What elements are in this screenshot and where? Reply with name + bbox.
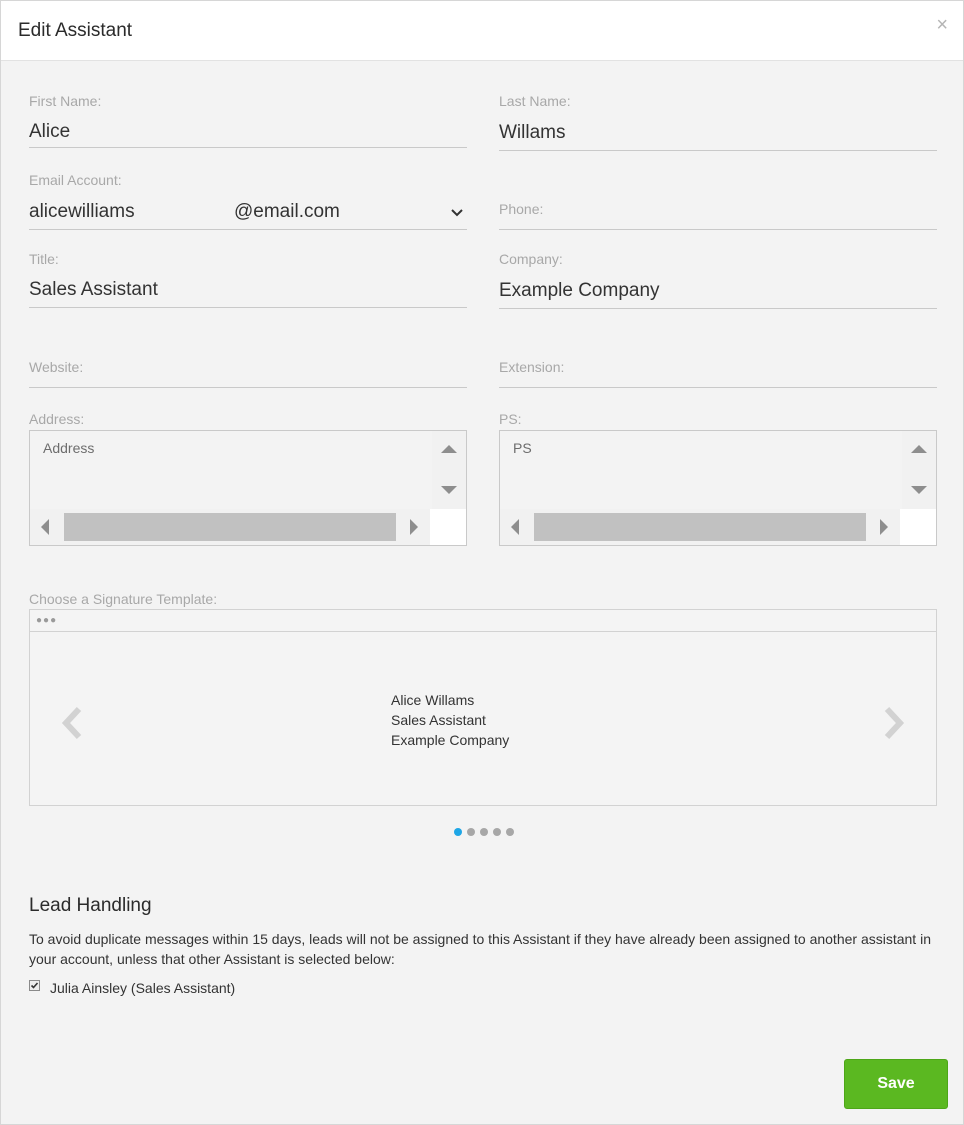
chevron-right-icon[interactable] [882, 706, 906, 740]
scroll-right-icon[interactable] [880, 519, 888, 535]
company-underline [499, 308, 937, 309]
company-input[interactable]: Example Company [499, 280, 660, 301]
scroll-down-icon[interactable] [911, 486, 927, 494]
scroll-up-icon[interactable] [441, 445, 457, 453]
ps-vertical-scrollbar[interactable] [902, 431, 936, 509]
last-name-field[interactable] [499, 93, 937, 151]
email-account-label: Email Account: [29, 172, 122, 188]
ps-textarea[interactable] [499, 430, 937, 546]
phone-label: Phone: [499, 201, 544, 217]
title-field[interactable] [29, 251, 467, 309]
pager-dot[interactable] [506, 828, 514, 836]
modal-header [1, 1, 963, 61]
ps-horizontal-scrollbar[interactable] [500, 509, 902, 545]
save-button[interactable]: Save [844, 1059, 948, 1109]
close-icon[interactable]: × [936, 14, 948, 36]
pager-dot[interactable] [480, 828, 488, 836]
phone-underline [499, 229, 937, 230]
phone-field[interactable] [499, 201, 937, 231]
chevron-left-icon[interactable] [60, 706, 84, 740]
scroll-left-icon[interactable] [511, 519, 519, 535]
first-name-input[interactable]: Alice [29, 121, 71, 142]
company-field[interactable] [499, 251, 937, 309]
address-placeholder: Address [43, 440, 95, 456]
pager-dot[interactable] [493, 828, 501, 836]
website-label: Website: [29, 359, 84, 375]
email-account-input[interactable]: alicewilliams [29, 201, 135, 222]
signature-template-label: Choose a Signature Template: [29, 591, 218, 607]
signature-line-title: Sales Assistant [391, 712, 486, 728]
modal-title: Edit Assistant [18, 20, 133, 41]
signature-preview [391, 690, 509, 750]
checkmark-icon [30, 981, 39, 990]
pager-dot[interactable] [454, 828, 462, 836]
signature-line-name: Alice Willams [391, 692, 475, 708]
lead-handling-title: Lead Handling [29, 895, 152, 916]
last-name-input[interactable]: Willams [499, 122, 566, 143]
ps-label: PS: [499, 411, 522, 427]
ellipsis-icon: ●●● [36, 615, 58, 626]
signature-toolbar [30, 610, 936, 632]
assistant-checkbox[interactable] [29, 980, 40, 991]
carousel-pager[interactable] [454, 828, 519, 838]
first-name-label: First Name: [29, 93, 102, 109]
first-name-field[interactable] [29, 93, 467, 149]
ps-placeholder: PS [513, 440, 532, 456]
website-underline [29, 387, 467, 388]
scroll-left-icon[interactable] [41, 519, 49, 535]
title-underline [29, 307, 467, 308]
pager-dot[interactable] [467, 828, 475, 836]
title-input[interactable]: Sales Assistant [29, 279, 158, 300]
signature-carousel[interactable] [29, 609, 937, 806]
address-vertical-scrollbar[interactable] [432, 431, 466, 509]
extension-field[interactable] [499, 359, 937, 389]
scroll-right-icon[interactable] [410, 519, 418, 535]
email-account-field[interactable] [29, 172, 467, 230]
scroll-down-icon[interactable] [441, 486, 457, 494]
first-name-underline [29, 147, 467, 148]
company-label: Company: [499, 251, 563, 267]
assistant-option-label: Julia Ainsley (Sales Assistant) [50, 980, 236, 996]
title-label: Title: [29, 251, 59, 267]
email-account-underline [29, 229, 467, 230]
address-textarea[interactable] [29, 430, 467, 546]
chevron-down-icon[interactable] [449, 206, 465, 220]
signature-line-company: Example Company [391, 732, 510, 748]
address-scroll-thumb[interactable] [64, 513, 396, 541]
address-label: Address: [29, 411, 85, 427]
last-name-label: Last Name: [499, 93, 571, 109]
lead-handling-description: To avoid duplicate messages within 15 days, leads will not be assigned to this Assistant if they have already been assigned to another assistant in your account, unless that other Assistant is selected below: [29, 931, 931, 967]
scroll-up-icon[interactable] [911, 445, 927, 453]
address-resize-corner [430, 509, 466, 545]
website-field[interactable] [29, 359, 467, 389]
last-name-underline [499, 150, 937, 151]
extension-underline [499, 387, 937, 388]
extension-label: Extension: [499, 359, 565, 375]
email-domain-select[interactable]: @email.com [234, 201, 340, 222]
ps-scroll-thumb[interactable] [534, 513, 866, 541]
address-horizontal-scrollbar[interactable] [30, 509, 432, 545]
ps-resize-corner [900, 509, 936, 545]
